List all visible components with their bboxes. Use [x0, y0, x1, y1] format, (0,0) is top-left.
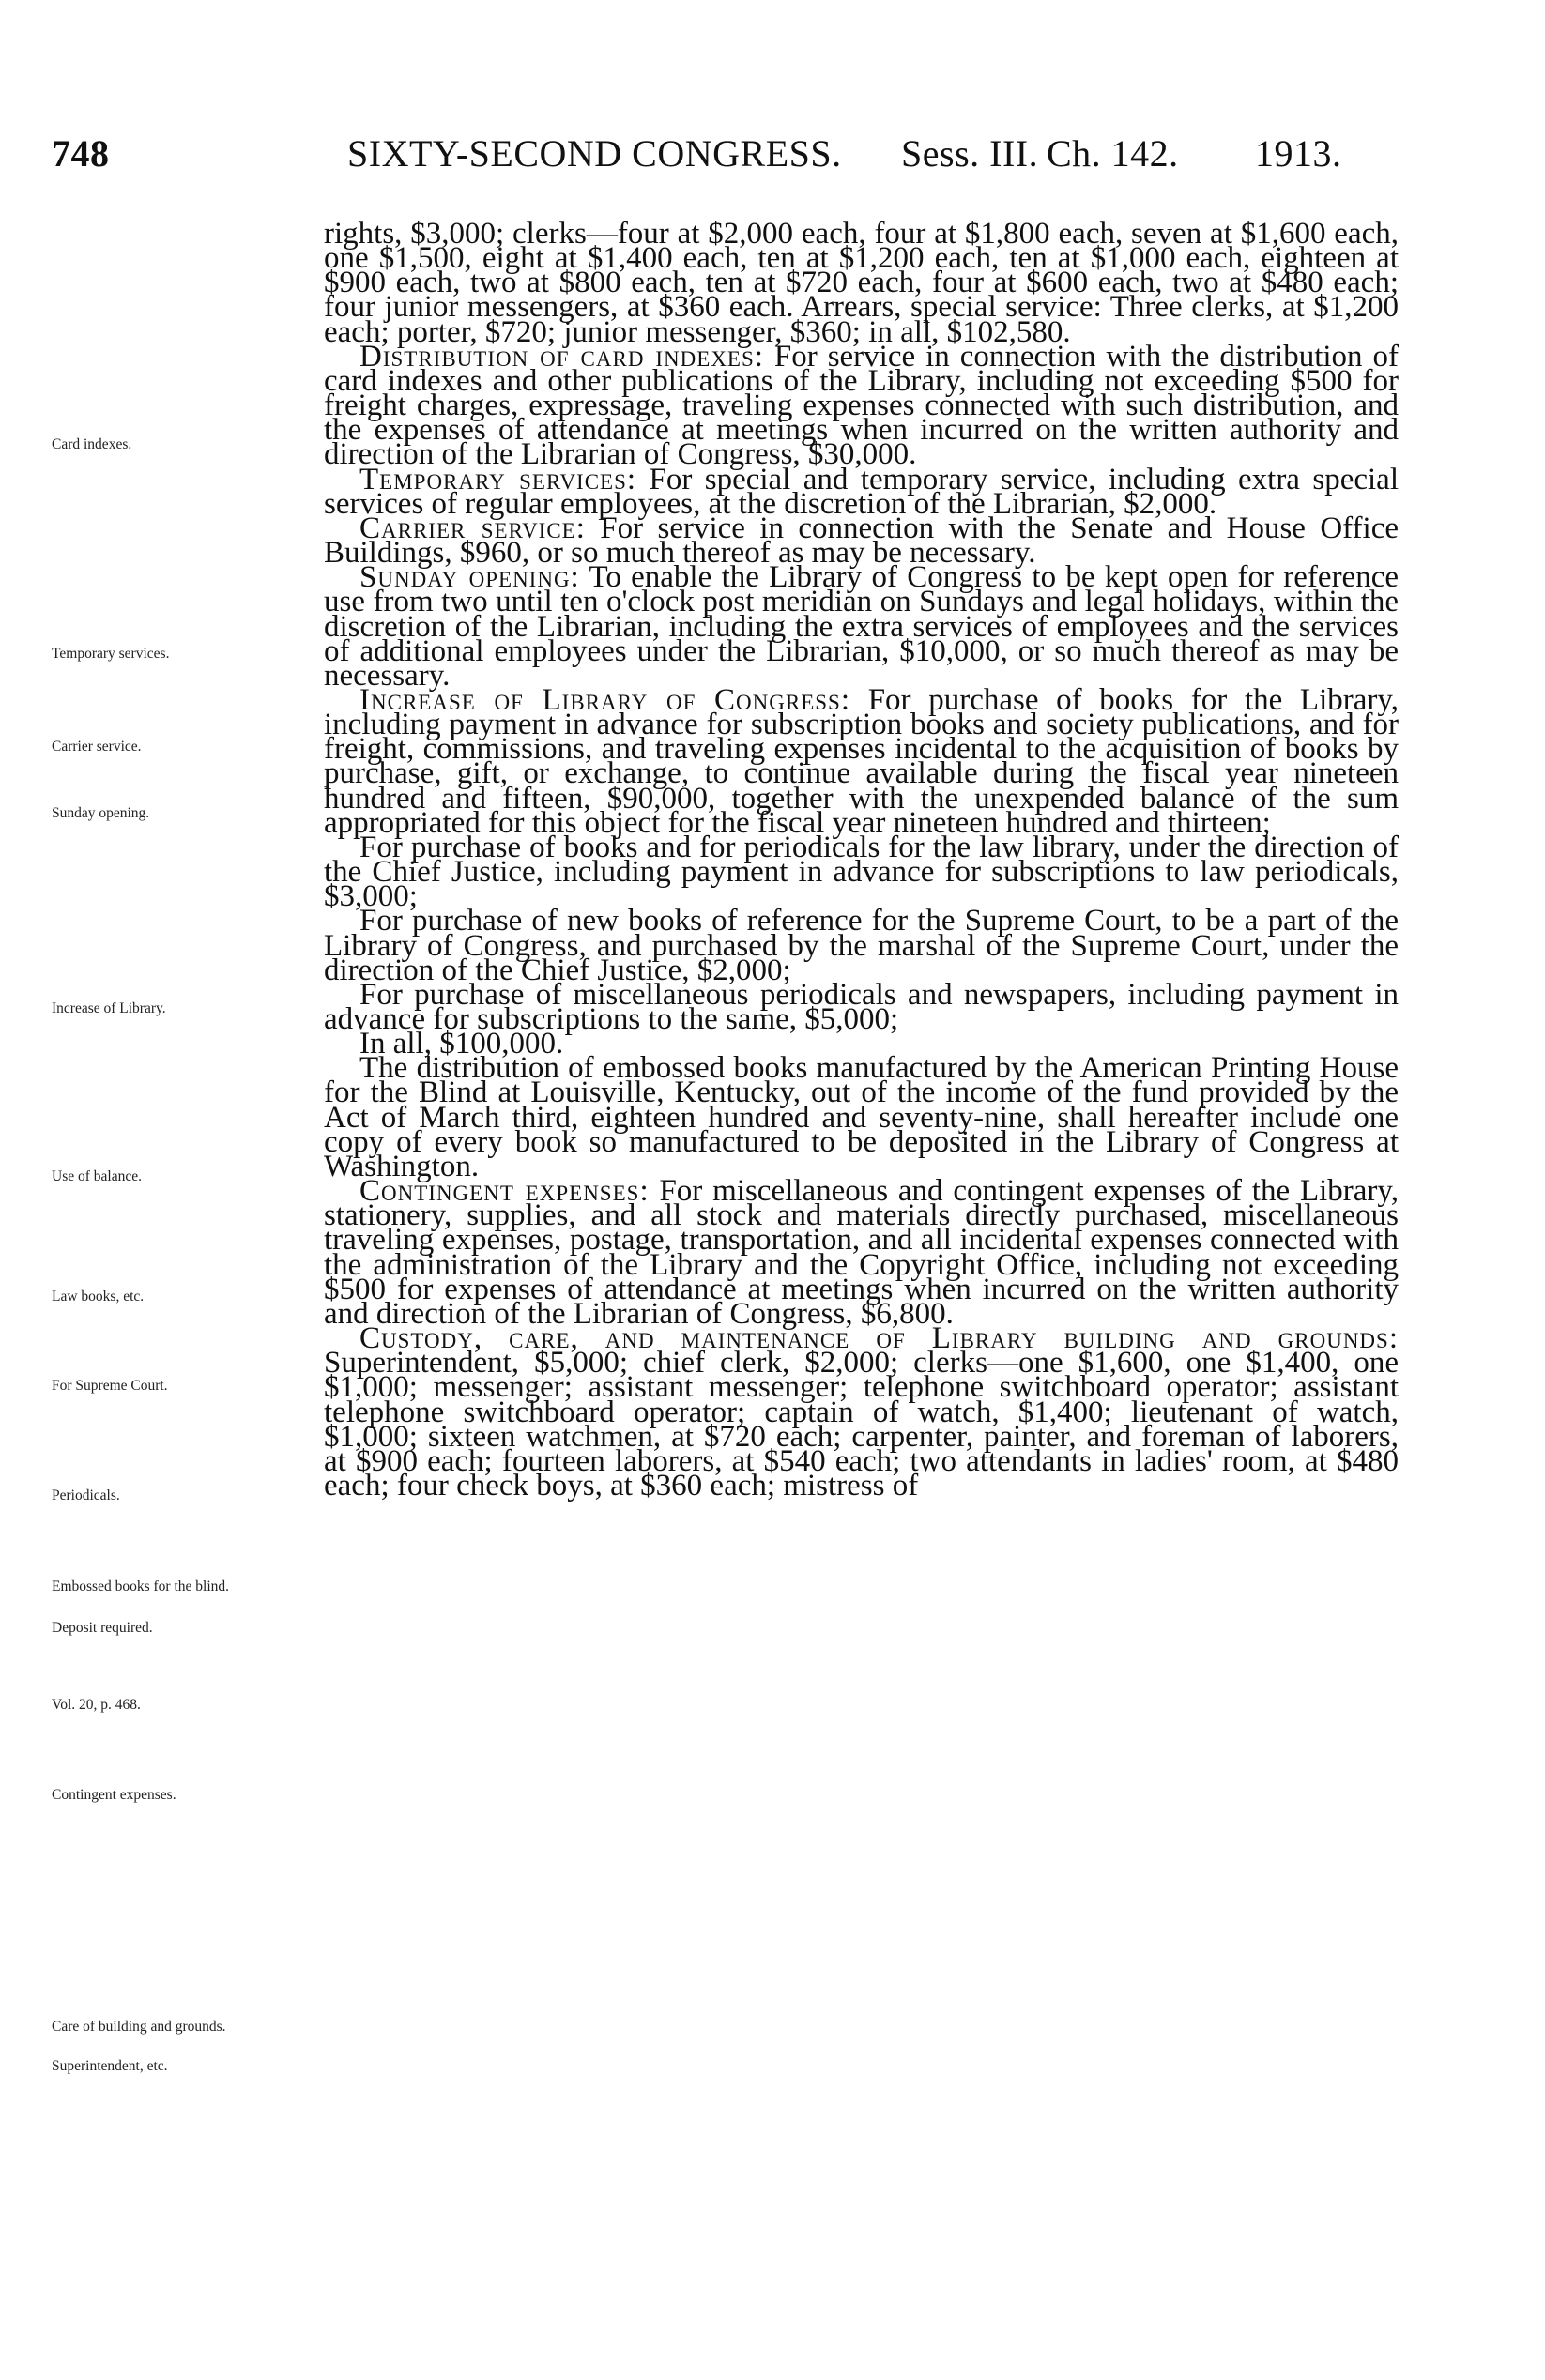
paragraph-text: For service in connection with the Senate and House Office Buildings, $960, or so much thereof as may be necessary. — [324, 511, 1399, 571]
margin-note-temporary-services: Temporary services. — [52, 646, 170, 662]
margin-note-contingent-expenses: Contingent expenses. — [52, 1787, 176, 1803]
margin-note-use-of-balance: Use of balance. — [52, 1168, 142, 1184]
paragraph-heading: Increase of Library of Congress: — [359, 682, 851, 717]
paragraph-text: For purchase of miscellaneous periodicals and newspapers, including payment in advance for subscriptions to the same, $5,000; — [324, 977, 1399, 1036]
paragraph — [324, 511, 1399, 571]
paragraph-heading: Distribution of card indexes: — [359, 339, 764, 374]
paragraph — [324, 682, 1399, 840]
paragraph-heading: Sunday opening: — [359, 560, 580, 595]
paragraph-text: For miscellaneous and contingent expenses of the Library, stationery, supplies, and all stock and materials directly purchased, miscellaneous traveling expenses, postage, transportation, and all incidental expenses connected with the administration of the Library and the Copyright Office, including not exceeding $500 for expenses of attendance at meetings when incurred on the written authority and direction of the Librarian of Congress, $6,800. — [324, 1174, 1400, 1331]
paragraph-heading: Temporary services: — [359, 462, 637, 496]
page-number: 748 — [52, 132, 110, 175]
paragraph-text: To enable the Library of Congress to be kept open for reference use from two until ten o'clock post meridian on Sundays and legal holidays, within the discretion of the Librarian, including the extra services of employees and the services of additional employees under the Librarian, $10,000, or so much thereof as may be necessary. — [324, 560, 1399, 693]
paragraph-heading: Carrier service: — [359, 511, 586, 545]
margin-note-care-of-building: Care of building and grounds. — [52, 2019, 226, 2035]
paragraph-text: The distribution of embossed books manufactured by the American Printing House for the Blind at Louisville, Kentucky, out of the income of the fund provided by the Act of March third, eighteen hundred and seventy-nine, shall hereafter include one copy of every book so manufactured to be deposited in the Library of Congress at Washington. — [324, 1051, 1399, 1183]
paragraph — [324, 462, 1399, 521]
paragraph — [324, 1051, 1399, 1183]
paragraph — [324, 830, 1399, 914]
margin-note-deposit-required: Deposit required. — [52, 1620, 153, 1636]
paragraph — [324, 1174, 1400, 1331]
paragraph-text: rights, $3,000; clerks—four at $2,000 each, four at $1,800 each, seven at $1,600 each, one $1,500, eight at $1,400 each, ten at $1,200 each, ten at $1,000 each, eighteen at $900 each, two at $800 each, ten at $720 each, four at $600 each, two at $480 each; four junior messengers, at $360 each. Arrears, special service: Three clerks, at $1,200 each; porter, $720; junior messenger, $360; in all, $102,580. — [324, 217, 1399, 349]
paragraph — [324, 1321, 1399, 1503]
paragraph — [324, 339, 1399, 472]
paragraph — [324, 560, 1399, 693]
paragraph-text: For special and temporary service, including extra special services of regular employees, at the discretion of the Librarian, $2,000. — [324, 462, 1399, 521]
paragraph-text: For purchase of new books of reference for the Supreme Court, to be a part of the Library of Congress, and purchased by the marshal of the Supreme Court, under the direction of the Chief Justice, $2,000; — [324, 904, 1399, 987]
margin-note-card-indexes: Card indexes. — [52, 436, 132, 452]
page-header — [52, 131, 1403, 188]
running-title: SIXTY-SECOND CONGRESS. — [347, 132, 842, 175]
margin-note-increase-of-library: Increase of Library. — [52, 1000, 166, 1016]
paragraph-heading: Custody, care, and maintenance of Library building and grounds: — [359, 1321, 1399, 1356]
paragraph-text: In all, $100,000. — [359, 1027, 564, 1061]
chapter-label: Ch. 142. — [1047, 132, 1179, 175]
year-label: 1913. — [1255, 132, 1342, 175]
margin-note-embossed-books: Embossed books for the blind. — [52, 1579, 229, 1594]
paragraph — [324, 977, 1399, 1036]
statute-text — [324, 217, 1400, 1503]
margin-note-law-books: Law books, etc. — [52, 1289, 145, 1304]
paragraph — [324, 904, 1399, 987]
paragraph-heading: Contingent expenses: — [359, 1174, 650, 1209]
margin-note-carrier-service: Carrier service. — [52, 739, 142, 755]
paragraph-text: Superintendent, $5,000; chief clerk, $2,000; clerks—one $1,600, one $1,400, one $1,000; messenger; assistant messenger; telephone switchboard operator; assistant telephone switchboard operator; captain of watch, $1,400; lieutenant of watch, $1,000; sixteen watchmen, at $720 each; carpenter, painter, and foreman of laborers, at $900 each; fourteen laborers, at $540 each; two attendants in ladies' room, at $480 each; four check boys, at $360 each; mistress of — [324, 1346, 1399, 1503]
margin-note-superintendent: Superintendent, etc. — [52, 2058, 168, 2074]
paragraph-text: For purchase of books and for periodicals for the law library, under the direction of the Chief Justice, including payment in advance for subscriptions to law periodicals, $3,000; — [324, 830, 1399, 914]
margin-note-sunday-opening: Sunday opening. — [52, 805, 150, 821]
paragraph-text: For purchase of books for the Library, including payment in advance for subscription books and society publications, and for freight, commissions, and traveling expenses incidental to the acquisition of books by purchase, gift, or exchange, to continue available during the fiscal year nineteen hundred and fifteen, $90,000, together with the unexpended balance of the sum appropriated for this object for the fiscal year nineteen hundred and thirteen; — [324, 682, 1399, 840]
paragraph — [324, 217, 1399, 349]
margin-note-periodicals: Periodicals. — [52, 1488, 120, 1503]
margin-note-supreme-court: For Supreme Court. — [52, 1378, 168, 1394]
margin-note-vol-reference: Vol. 20, p. 468. — [52, 1697, 141, 1713]
session-label: Sess. III. — [901, 132, 1039, 175]
paragraph-text: For service in connection with the distribution of card indexes and other publications of the Library, including not exceeding $500 for freight charges, expressage, traveling expenses connected with such distribution, and the expenses of attendance at meetings when incurred on the written authority and direction of the Librarian of Congress, $30,000. — [324, 339, 1399, 472]
